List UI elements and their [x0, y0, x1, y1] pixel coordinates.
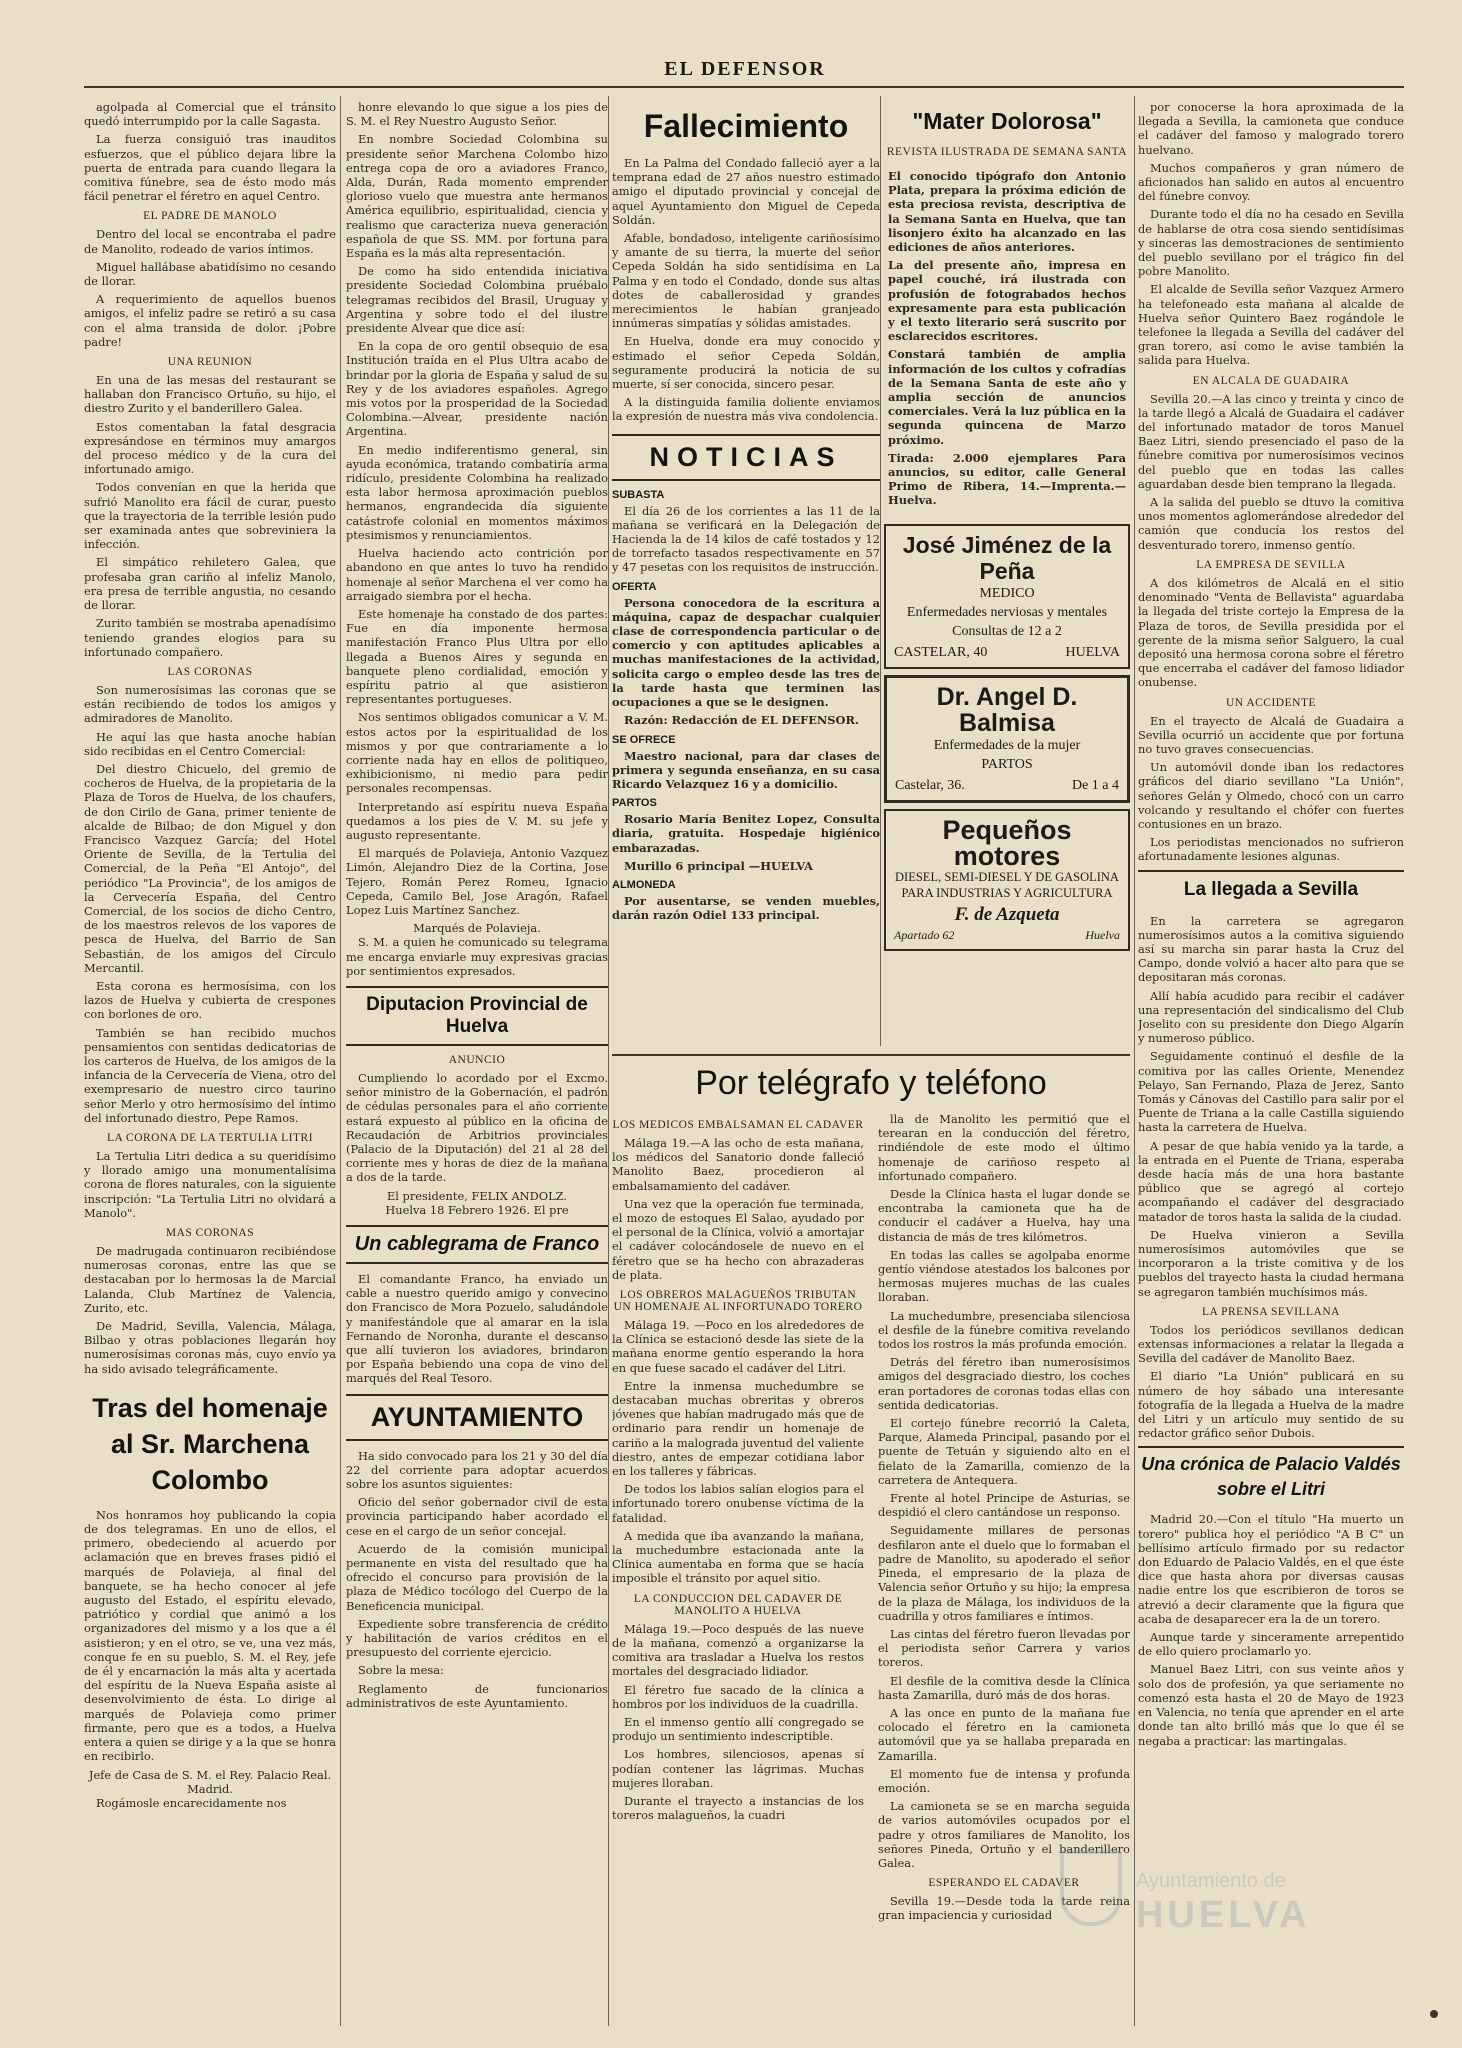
paragraph: Esta corona es hermosísima, con los lazos de Huelva y cubierta de crespones con borlones de oro. [84, 978, 336, 1022]
paragraph: El simpático rehiletero Galea, que profesaba gran cariño al infeliz Manolo, era presa de terrible angustia, no cesando de llorar. [84, 555, 336, 613]
paragraph: Seguidamente continuó el desfile de la comitiva por las calles Oriente, Menendez Pelayo, San Fernando, Plaza de Jerez, Santo Tomás y Cánovas del Castillo para salir por el Puente de Triana a la calle Castilla siguiendo hasta la carretera de Huelva. [1138, 1049, 1404, 1135]
paragraph: El cortejo fúnebre recorrió la Caleta, Parque, Alameda Principal, pasando por el puente de Tetuán y siguiendo alto en el fielato de la Zamarilla, comienzo de la carretera de Antequera. [878, 1416, 1130, 1487]
paragraph: Manuel Baez Litri, con sus veinte años y solo dos de profesión, ya que seriamente no comenzó esta hasta el 20 de Mayo de 1923 en Valencia, no tenía que aprender en el arte donde tan alto brilló más que lo que él se negaba a practicar: las martingalas. [1138, 1662, 1404, 1748]
paragraph: En la copa de oro gentil obsequio de esa Institución traída en el Plus Ultra acabo de brindar por la gloria de España y salud de su Rey y de los aviadores españoles. Agrego mis votos por la prosperidad de la Sociedad Colombina.—Alvear, presidente nación Argentina. [346, 339, 608, 439]
paragraph: A pesar de que había venido ya la tarde, a la entrada en el Puente de Triana, esperaba desde hacía más de una hora bastante público que se agregó al cortejo acompañando el cadáver del desgraciado matador de toros hasta la salida de la ciudad. [1138, 1138, 1404, 1224]
paragraph: También se han recibido muchos pensamientos con sentidas dedicatorias de los carteros de Huelva, de los amigos de la infancia de la Cervecería de Viena, otro del exempresario de nuestro circo taurino señor Merlo y otro hermosísimo del íntimo del infortunado diestro, Pepe Ramos. [84, 1025, 336, 1125]
paragraph: Murillo 6 principal —HUELVA [624, 858, 814, 873]
paragraph: Desde la Clínica hasta el lugar donde se encontraba la camioneta que ha de conducir el cadáver a Huelva, hay una distancia de más de tres kilómetros. [878, 1187, 1130, 1244]
signature: Jefe de Casa de S. M. el Rey. Palacio Real. [88, 1767, 332, 1782]
advert-doctor-jimenez [884, 524, 1130, 669]
paragraph: Acuerdo de la comisión municipal permanente en vista del resultado que ha ofrecido el concurso para provisión de la plaza de Médico tocólogo del Cuerpo de la Beneficencia municipal. [346, 1541, 608, 1613]
paragraph: La Tertulia Litri dedica a su queridísimo y llorado amigo una monumentalísima corona de flores naturales, con la siguiente inscripción: "La Tertulia Litri no olvidará a Manolo". [84, 1149, 336, 1220]
paragraph: A la salida del pueblo se dtuvo la comitiva unos momentos aglomerándose alrededor del camión que conducía los restos del desventurado torero, inmenso gentío. [1138, 495, 1404, 552]
section-heading: ESPERANDO EL CADAVER [928, 1877, 1080, 1890]
section-heading: UNA REUNION [167, 356, 253, 369]
paragraph: En La Palma del Condado falleció ayer a la temprana edad de 27 años nuestro estimado amigo el diputado provincial y concejal de aquel Ayuntamiento don Miguel de Cepeda Soldán. [612, 156, 880, 227]
paragraph: Entre la inmensa muchedumbre se destacaban muchas obreritas y obreros jóvenes que habían madrugado más que de ordinario para rendir un homenaje de cariño a la malograda juventud del valiente diestro, antes de empezar cotidiana labor en los talleres y fábricas. [612, 1378, 864, 1479]
paragraph: Persona conocedora de la escritura a máquina, capaz de despachar cualquier clase de correspondencia particular o de comercio y con aptitudes aplicables a muchas manifestaciones de la actividad, solicita cargo o empleo desde las tres de la tarde hasta que terminen las ocupaciones a que se le designen. [612, 595, 880, 710]
paragraph: De como ha sido entendida iniciativa presidente Sociedad Colombina pruébalo telegramas recibidos del Brasil, Uruguay y Argentina y sobre todo el del ilustre presidente Alvear que dice así: [346, 264, 608, 336]
paragraph: Oficio del señor gobernador civil de esta provincia participando haber acordado el cese en el cargo de un señor concejal. [346, 1495, 608, 1538]
advert-name: Dr. Angel D. Balmisa [936, 682, 1078, 737]
headline: "Mater Dolorosa" [912, 108, 1102, 134]
masthead-rule [84, 86, 1404, 88]
section-heading: LAS CORONAS [167, 665, 253, 678]
paragraph: El desfile de la comitiva desde la Clínica hasta Zamarilla, duró más de dos horas. [878, 1673, 1130, 1702]
column-divider [880, 96, 881, 1046]
paragraph: Zurito también se mostraba apenadísimo teniendo grandes elogios para su infortunado compañero. [84, 616, 336, 659]
headline: AYUNTAMIENTO [346, 1394, 608, 1441]
paragraph: Los hombres, silenciosos, apenas sí podían contener las lágrimas. Muchas mujeres lloraban. [612, 1747, 864, 1790]
signature: Marqués de Polavieja. [413, 921, 541, 936]
paragraph: Nos sentimos obligados comunicar a V. M. estos actos por la espiritualidad de los mismos y por que contrariamente a lo corriente nada hay en ellos de politiqueo, exhibicionismo, ni medio para pedir personales recompensas. [346, 710, 608, 796]
column-5 [1138, 100, 1404, 2030]
paragraph: En todas las calles se agolpaba enorme gentío viéndose atestados los balcones por hermosas mujeres muchas de las cuales lloraban. [878, 1247, 1130, 1305]
paragraph: En nombre Sociedad Colombina su presidente señor Marchena Colombo hizo entrega copa de oro a aviadores Franco, Alda, Durán, Rada momento emprender glorioso vuelo que muestra ante hermanos América equilibrio, espiritualidad, ciencia y realismo que caracteriza nueva generación española de que SS. MM. por fortuna para España es la más alta representación. [346, 132, 608, 261]
advert-line: Consultas de 12 a 2 [952, 623, 1062, 639]
section-heading: UN ACCIDENTE [1225, 696, 1316, 709]
section-heading: LOS MEDICOS EMBALSAMAN EL CADAVER [612, 1119, 864, 1131]
section-heading: LA EMPRESA DE SEVILLA [1196, 558, 1346, 571]
paragraph: Expediente sobre transferencia de crédito y habilitación de varios créditos en el presupuesto del corriente ejercicio. [346, 1616, 608, 1660]
paragraph: A las once en punto de la mañana fue colocado el féretro en la camioneta automóvil que ya se hallaba preparada en Zamarilla. [878, 1705, 1130, 1763]
paragraph: Rosario María Benitez Lopez, Consulta diaria, gratuita. Hospedaje higiénico embarazadas. [612, 812, 880, 855]
paragraph: lla de Manolito les permitió que el terearan en la conducción del féretro, rindiéndole de este modo el último homenaje de cariñoso respeto al infortunado compañero. [878, 1112, 1130, 1183]
paragraph: La camioneta se se en marcha seguida de varios automóviles ocupados por el padre y otros familiares de Manolito, los señores Pineda, Ortuño y el banderillero Galea. [878, 1799, 1130, 1870]
advert-doctor-balmisa [884, 675, 1130, 803]
advert-line: Enfermedades de la mujer [933, 737, 1081, 753]
paragraph: Cumpliendo lo acordado por el Excmo. señor ministro de la Gobernación, el padrón de cédulas personales para el año corriente estará expuesto al público en la oficina de Recaudación de Arbitrios provinciales (Palacio de la Diputación) del 21 al 28 del corriente mes y horas de diez de la mañana a dos de la tarde. [346, 1070, 608, 1185]
paragraph: Estos comentaban la fatal desgracia expresándose en términos muy amargos del proceso médico y de la cura del infortunado amigo. [84, 419, 336, 477]
paragraph: Seguidamente millares de personas desfilaron ante el duelo que lo formaban el padre de Manolito, su apoderado el señor Pineda, el empresario de la plaza de Valencia señor Ortuño y su hijo; la empresa de la plaza de Málaga, los individuos de la cuadrilla y otros familiares e íntimos. [878, 1523, 1130, 1623]
headline: Por telégrafo y teléfono [695, 1064, 1047, 1102]
paragraph: Sobre la mesa: [358, 1663, 444, 1678]
paragraph: En una de las mesas del restaurant se hallaban don Francisco Ortuño, su hijo, el diestro Zurito y el banderillero Galea. [84, 373, 336, 416]
paragraph: La del presente año, impresa en papel couché, irá ilustrada con profusión de fotograbados hechos expresamente para esta publicación y el texto literario será suscrito por esclarecidos escritores. [888, 258, 1126, 344]
column-divider [1134, 96, 1135, 2026]
column-divider [340, 96, 341, 2026]
paragraph: Del diestro Chicuelo, del gremio de cocheros de Huelva, de la propietaria de la Plaza de Toros de Huelva, de los chaufers, de don Cirilo de Gana, primer teniente de alcalde de Bilbao; de don Miguel y don Francisco Vazquez García; del Hotel Oriente de Sevilla, de la Tertulia del Comercial, de la Peña "El Antojo", del periódico "La Provincia", de los amigos de la Cervecería España, del Centro Comercial, de los socios de dicho Centro, de los maestros relevos de los vapores de pesca de Huelva, del Barrio de San Sebastián, de los amigos del Círculo Mercantil. [84, 761, 336, 975]
paragraph: S. M. a quien he comunicado su telegrama me encarga enviarle muy expresivas gracias por sentimientos expresados. [346, 935, 608, 978]
advert-address: Castelar, 36. [895, 777, 965, 793]
section-rule [612, 1054, 1130, 1056]
paragraph: De todos los labios salían elogios para el infortunado torero onubense víctima de la fatalidad. [612, 1482, 864, 1525]
masthead: EL DEFENSOR [664, 58, 826, 80]
watermark-line: Ayuntamiento de [1136, 1870, 1286, 1892]
paragraph: Todos los periódicos sevillanos dedican extensas informaciones a relatar la llegada a Sevilla del cadáver de Manolito Baez. [1138, 1322, 1404, 1366]
signature: Madrid. [187, 1781, 233, 1796]
paragraph: Madrid 20.—Con el título "Ha muerto un torero" publica hoy el periódico "A B C" un bellísimo artículo firmado por su redactor don Eduardo de Palacio Valdés, en el que éste dice que hasta ahora por diversas causas nadie entre los que escribieron de toros se atrevió a decir claramente que la figura que acaba de desaparecer era la de un torero. [1138, 1512, 1404, 1626]
paragraph: El conocido tipógrafo don Antonio Plata, prepara la próxima edición de esta preciosa revista, descriptiva de la Semana Santa en Huelva, que tan lisonjero éxito ha alcanzado en las ediciones de años anteriores. [888, 169, 1126, 255]
telegraph-columns [612, 1112, 1130, 2012]
paragraph: La muchedumbre, presenciaba silenciosa el desfile de la fúnebre comitiva revelando todos los rostros la más profunda emoción. [878, 1308, 1130, 1352]
paragraph: Ha sido convocado para los 21 y 30 del día 22 del corriente para adoptar acuerdos sobre los asuntos siguientes: [346, 1448, 608, 1492]
paragraph: Miguel hallábase abatidísimo no cesando de llorar. [84, 259, 336, 289]
section-heading: ANUNCIO [448, 1053, 506, 1066]
paragraph: Málaga 19.—A las ocho de esta mañana, los médicos del Sanatorio donde falleció Manolito Baez, procedieron al embalsamamiento del cadáver. [612, 1136, 864, 1193]
paragraph: La fuerza consiguió tras inauditos esfuerzos, que el público dejara libre la puerta de entrada para cuando llegara la comitiva fúnebre, sea de ésto modo más fácil penetrar el féretro en aquel Centro. [84, 132, 336, 204]
advert-motores [884, 809, 1130, 951]
advert-line: MEDICO [979, 585, 1035, 601]
headline: Fallecimiento [643, 108, 849, 144]
paragraph: Rogámosle encarecidamente nos [96, 1795, 287, 1810]
column-3 [612, 100, 880, 1050]
telegraph-column-a [612, 1112, 864, 2012]
paragraph: Frente al hotel Principe de Asturias, se despidió el clero cantándose un responso. [878, 1491, 1130, 1520]
paragraph: Las cintas del féretro fueron llevadas por el periodista señor Carrera y varios toreros. [878, 1626, 1130, 1670]
section-heading: LA CONDUCCION DEL CADAVER DE MANOLITO A HUELVA [633, 1592, 843, 1617]
paragraph: Muchos compañeros y gran número de aficionados han salido en autos al encuentro del fúnebre convoy. [1138, 160, 1404, 204]
paragraph: Tirada: 2.000 ejemplares Para anuncios, su editor, calle General Primo de Ribera, 14.—Imprenta.—Huelva. [888, 450, 1126, 508]
paragraph: agolpada al Comercial que el tránsito quedó interrumpido por la calle Sagasta. [84, 100, 336, 129]
advert-line: DIESEL, SEMI-DIESEL Y DE GASOLINA PARA INDUSTRIAS Y AGRICULTURA [895, 869, 1119, 900]
paragraph: A medida que iba avanzando la mañana, la muchedumbre estacionada ante la Clínica aumentaba en forma que se hacía imposible el tránsito por aquel sitio. [612, 1528, 864, 1586]
paragraph: Afable, bondadoso, inteligente cariñosísimo y amante de su tierra, la muerte del señor Cepeda Soldán ha sido sentidísima en La Palma y en todo el Condado, donde sus altas dotes de caballerosidad y grandes merecimientos le habían granjeado innúmeras simpatías y sólidas amistades. [612, 231, 880, 331]
paragraph: De Huelva vinieron a Sevilla numerosísimos automóviles que se incorporaron a la triste comitiva y de los pueblos del trayecto hasta la ciudad hermana se agregaron también muchísimos más. [1138, 1227, 1404, 1299]
paragraph: Málaga 19.—Poco después de las nueve de la mañana, comenzó a organizarse la comitiva ara trasladar a Huelva los restos mortales del desgraciado lidiador. [612, 1621, 864, 1679]
column-2 [346, 100, 608, 2030]
notice-heading: PARTOS [612, 797, 657, 810]
paragraph: El día 26 de los corrientes a las 11 de la mañana se verificará en la Delegación de Hacienda la de 14 kilos de café tostados y 12 de torrefacto tasados respectivamente en 57 y 47 pesetas con los requisitos de instrucción. [612, 503, 880, 575]
notice-heading: SUBASTA [612, 488, 665, 501]
paragraph: El féretro fue sacado de la clínica a hombros por los individuos de la cuadrilla. [612, 1682, 864, 1711]
paragraph: Todos convenían en que la herida que sufrió Manolito era fácil de curar, puesto que la trayectoria de la terrible lesión pudo ser examinada antes que sobreviniera la infección. [84, 480, 336, 552]
headline: Una crónica de Palacio Valdés sobre el Litri [1138, 1446, 1404, 1502]
paragraph: Málaga 19. —Poco en los alrededores de la Clínica se estacionó desde las siete de la mañana enorme gentío esperando la hora en que fuese sacado el cadáver del Litri. [612, 1318, 864, 1375]
paragraph: El comandante Franco, ha enviado un cable a nuestro querido amigo y convecino don Francisco de Mora Pozuelo, saludándole y manifestándole que al amarar en la isla Fernando de Noronha, durante el descanso que allí tuvieron los aviadores, brindaron por España bebiendo una copa de vino del marqués del Real Tesoro. [346, 1272, 608, 1386]
paragraph: En medio indiferentismo general, sin ayuda económica, tratando combatiría arma ridículo, presidente Colombina ha realizado esta labor hermosa aproximación pueblos hermanos, engrandecida día siguiente catástrofe colonial en momentos máximos ptesimismos y renunciamientos. [346, 442, 608, 542]
paragraph: Reglamento de funcionarios administrativos de este Ayuntamiento. [346, 1681, 608, 1710]
notice-heading: SE OFRECE [612, 733, 676, 746]
paragraph: El momento fue de intensa y profunda emoción. [878, 1766, 1130, 1795]
paragraph: De madrugada continuaron recibiéndose numerosas coronas, entre las que se destacaban por lo hermosas la de Marcial Lalanda, Club Martínez de Valencia, Zurito, etc. [84, 1244, 336, 1315]
paragraph: Sevilla 19.—Desde toda la tarde reina gran impaciencia y curiosidad [878, 1894, 1130, 1923]
paragraph: Nos honramos hoy publicando la copia de dos telegramas. En uno de ellos, el primero, obedeciendo al acuerdo por aclamación que en breves frases pidió el marqués de Polavieja, al final del banquete, se ha hecho conocer al jefe augusto del Estado, el espíritu elevado, patriótico y cordial que animó a los organizadores del mismo y a los que a él asistieron; y en el otro, se ve, una vez más, conque fe en su pueblo, S. M. el Rey, jefe de él y encarnación la más alta y acertada del espíritu de la Nueva España asiste al desenvolvimiento de ésta. Lo dirige al marqués de Polavieja como primer firmante, pero que es a todos, a Huelva entera a quien se dirige y a la que se honra en recibirlo. [84, 1507, 336, 1764]
paragraph: honre elevando lo que sigue a los pies de S. M. el Rey Nuestro Augusto Señor. [346, 100, 608, 129]
paragraph: Interpretando así espíritu nueva España quedamos a los pies de V. M. su jefe y augusto representante. [346, 799, 608, 842]
notice-heading: ALMONEDA [612, 878, 676, 891]
advert-revista [884, 163, 1130, 518]
advert-name: Pequeños motores [942, 814, 1072, 871]
paragraph: El alcalde de Sevilla señor Vazquez Armero ha telefoneado esta mañana al alcalde de Huelva señor Quintero Baez rogándole le telefonee la llegada a Sevilla del cadáver del gran torero, así como le avise también la salida para Huelva. [1138, 282, 1404, 368]
paragraph: A la distinguida familia doliente enviamos la expresión de nuestra más viva condolencia. [612, 395, 880, 424]
headline: Tras del homenaje al Sr. Marchena Colombo [92, 1392, 328, 1495]
signature: Huelva 18 Febrero 1926. El pre [385, 1202, 569, 1217]
section-banner: NOTICIAS [612, 434, 880, 481]
paragraph: En el inmenso gentío allí congregado se produjo un sentimiento indescriptible. [612, 1714, 864, 1744]
paragraph: Maestro nacional, para dar clases de primera y segunda enseñanza, en su casa Ricardo Velazquez 16 y a domicilio. [612, 748, 880, 791]
shield-icon [1060, 1850, 1122, 1926]
section-heading: EN ALCALA DE GUADAIRA [1192, 374, 1350, 387]
paragraph: De Madrid, Sevilla, Valencia, Málaga, Bilbao y otras poblaciones llegarán hoy numerosísimas coronas más, cuyo envío ya ha sido avisado telegráficamente. [84, 1319, 336, 1376]
paragraph: He aquí las que hasta anoche habían sido recibidas en el Centro Comercial: [84, 729, 336, 758]
advert-line: PARTOS [981, 756, 1033, 772]
headline: La llegada a Sevilla [1138, 870, 1404, 904]
section-heading: LOS OBREROS MALAGUEÑOS TRIBUTAN UN HOMENAJE AL INFORTUNADO TORERO [613, 1289, 863, 1314]
paragraph: Durante el trayecto a instancias de los toreros malagueños, la cuadri [612, 1793, 864, 1823]
paragraph: Durante todo el día no ha cesado en Sevilla de hablarse de otra cosa siendo sentidísimas y sinceras las demostraciones de sentimiento del pueblo sevillano por el trágico fin del pobre Manolito. [1138, 207, 1404, 279]
paragraph: En la carretera se agregaron numerosísimos autos a la comitiva siguiendo así su marcha sin parar hasta la Cruz del Campo, donde volvió a hacer alto para que se depositaran más coronas. [1138, 913, 1404, 985]
section-heading: EL PADRE DE MANOLO [143, 210, 277, 223]
paragraph: Son numerosísimas las coronas que se están recibiendo de todos los amigos y admiradores de Manolito. [84, 682, 336, 726]
advert-address: CASTELAR, 40 [894, 644, 988, 660]
archive-watermark [1060, 1840, 1390, 1990]
column-1 [84, 100, 336, 2030]
section-heading: MAS CORONAS [165, 1227, 255, 1240]
paragraph: Aunque tarde y sinceramente arrepentido de ello quiero proclamarlo yo. [1138, 1630, 1404, 1659]
paragraph: Huelva haciendo acto contrición por abandono en que antes lo tuvo ha rendido homenaje al señor Marchena el ver como ha arraigado siembra por el hecha. [346, 546, 608, 603]
section-heading: LA CORONA DE LA TERTULIA LITRI [106, 1132, 314, 1144]
advert-hours: De 1 a 4 [1071, 777, 1119, 793]
advert-box: Apartado 62 [894, 927, 955, 942]
signature: El presidente, FELIX ANDOLZ. [386, 1188, 568, 1203]
headline: Un cablegrama de Franco [346, 1225, 608, 1264]
paragraph: Allí había acudido para recibir el cadáver una representación del sindicalismo del Club Joselito con su presidente don Diego Algarín y numeroso público. [1138, 988, 1404, 1046]
advert-city: Huelva [1085, 927, 1120, 942]
paragraph: Sevilla 20.—A las cinco y treinta y cinco de la tarde llegó a Alcalá de Guadaira el cadáver del infortunado matador de toros Manuel Baez Litri, siendo presenciado el paso de la fúnebre comitiva por numerosísimos vecinos del pueblo que en todas las calles aguardaban desde bien temprano la llegada. [1138, 391, 1404, 491]
page-dot [1430, 2010, 1438, 2018]
paragraph: Por ausentarse, se venden muebles, darán razón Odiel 133 principal. [612, 893, 880, 923]
column-divider [608, 96, 609, 2026]
notice-heading: OFERTA [612, 580, 657, 593]
paragraph: Los periodistas mencionados no sufrieron afortunadamente lesiones algunas. [1138, 835, 1404, 864]
paragraph: por conocerse la hora aproximada de la llegada a Sevilla, la camioneta que conduce el cadáver del famoso y malogrado torero huelvano. [1138, 100, 1404, 157]
paragraph: Constará también de amplia información de los cultos y cofradías de la Semana Santa de este año y amplia sección de anuncios comerciales. Verá la luz pública en la segunda quincena de Marzo próximo. [888, 347, 1126, 447]
paragraph: Una vez que la operación fue terminada, el mozo de estoques El Salao, ayudado por el personal de la Clínica, volvió a amortajar el cadáver colocándosele de nuevo en el féretro que se ha hecho con abrazaderas de plata. [612, 1196, 864, 1282]
advert-name: José Jiménez de la Peña [902, 531, 1112, 584]
paragraph: El diario "La Unión" publicará en su número de hoy sábado una interesante fotografía de la llegada a Huelva de la madre del Litri y un artículo muy sentido de su redactor gráfico señor Dubois. [1138, 1369, 1404, 1441]
paragraph: El marqués de Polavieja, Antonio Vazquez Limón, Alejandro Diez de la Cortina, Jose Tejero, Román Perez Romeu, Ignacio Cepeda, Camilo Bel, Jose Aragón, Rafael Lopez Luis Martínez Sanchez. [346, 846, 608, 917]
paragraph: Un automóvil donde iban los redactores gráficos del diario sevillano "La Unión", señores Gelán y Olmedo, chocó con un carro volcando y resultando el chófer con fuertes contusiones en un brazo. [1138, 760, 1404, 831]
paragraph: Dentro del local se encontraba el padre de Manolito, rodeado de varios íntimos. [84, 227, 336, 256]
paragraph: Detrás del féretro iban numerosísimos amigos del desgraciado diestro, los coches eran portadores de coronas todas ellas con sentida dedicatorias. [878, 1355, 1130, 1412]
paragraph: A requerimiento de aquellos buenos amigos, el infeliz padre se retiró a su casa con el alma transida de dolor. ¡Pobre padre! [84, 292, 336, 349]
advert-city: HUELVA [1065, 644, 1120, 660]
advert-line: Enfermedades nerviosas y mentales [906, 604, 1108, 620]
headline: Diputacion Provincial de Huelva [346, 986, 608, 1046]
column-4 [884, 100, 1130, 1050]
watermark-line: HUELVA [1136, 1894, 1311, 1936]
paragraph: Razón: Redacción de EL DEFENSOR. [624, 713, 859, 728]
paragraph: A dos kilómetros de Alcalá en el sitio denominado "Venta de Bellavista" aguardaba la llegada del triste cortejo la Empresa de la Plaza de toros, de Sevilla presidida por el gerente de la misma señor Salguero, la cual depositó una hermosa corona sobre el féretro que encerraba el cadáver del famoso lidiador onubense. [1138, 575, 1404, 690]
advert-firm: F. de Azqueta [954, 903, 1060, 925]
paragraph: Este homenaje ha constado de dos partes: Fue en día imponente hermosa manifestación Franco Plus Ultra por ello llegada a Buenos Aires y segunda en banquete pleno cordialidad, emoción y espíritu patrio al que asistieron representantes portugueses. [346, 606, 608, 707]
paragraph: En el trayecto de Alcalá de Guadaira a Sevilla ocurrió un accidente que por fortuna no tuvo graves consecuencias. [1138, 713, 1404, 756]
section-heading: LA PRENSA SEVILLANA [1202, 1305, 1340, 1318]
paragraph: En Huelva, donde era muy conocido y estimado el señor Cepeda Soldán, seguramente producirá la noticia de su muerte, sí ser conocida, sincero pesar. [612, 334, 880, 392]
section-heading: REVISTA ILUSTRADA DE SEMANA SANTA [886, 146, 1128, 158]
